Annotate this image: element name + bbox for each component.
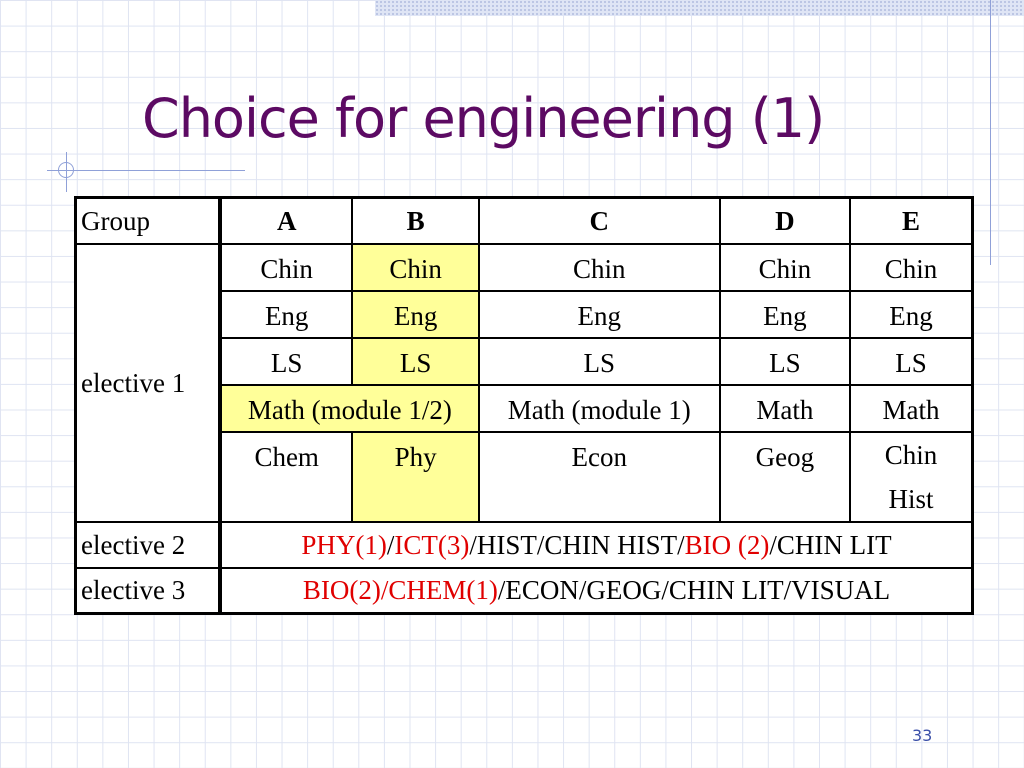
table-row [76,522,973,568]
chin-text: Chin [884,439,938,470]
title-underline-rule [47,170,245,171]
ict-option: ICT(3) [394,529,470,560]
slide-title: Choice for engineering (1) [142,87,825,150]
table-cell: LS [850,338,972,385]
subject-choice-table [74,196,974,615]
top-dotted-band [375,0,1024,16]
bio-chem-options: BIO(2)/CHEM(1) [302,575,498,606]
elective-2-options [220,522,973,568]
group-header-cell: Group [76,198,220,244]
phy-option: PHY(1) [301,529,387,560]
table-row [76,568,973,614]
table-cell-highlighted: Eng [352,291,478,338]
bio-option: BIO (2) [684,529,770,560]
table-cell-highlighted: Chin [352,244,478,291]
elective-1-label: elective 1 [76,244,220,522]
table-cell: LS [720,338,850,385]
other-options: /HIST/CHIN HIST/ [469,529,685,560]
table-cell: LS [220,338,352,385]
math-d-cell: Math [720,385,850,432]
math-module-c-cell: Math (module 1) [479,385,720,432]
table-cell: Eng [850,291,972,338]
elective-2-label: elective 2 [76,522,220,568]
elective-3-label: elective 3 [76,568,220,614]
table-cell: LS [479,338,720,385]
bullet-circle-icon [58,162,74,178]
hist-text: Hist [888,483,934,514]
table-cell: Geog [720,432,850,522]
right-accent-rule [990,0,991,265]
table-cell: Eng [479,291,720,338]
table-cell: Chin [479,244,720,291]
chin-hist-cell [850,432,972,522]
column-header-c: C [479,198,720,244]
math-e-cell: Math [850,385,972,432]
table-cell: Econ [479,432,720,522]
column-header-e: E [850,198,972,244]
column-header-d: D [720,198,850,244]
table-cell: Chin [720,244,850,291]
table-cell-highlighted: LS [352,338,478,385]
math-module-ab-cell: Math (module 1/2) [220,385,479,432]
table-cell-highlighted: Phy [352,432,478,522]
elective-3-options [220,568,973,614]
page-number: 33 [912,726,933,745]
other-options: /ECON/GEOG/CHIN LIT/VISUAL [497,575,891,606]
chin-lit-option: /CHIN LIT [769,529,892,560]
table-cell: Chem [220,432,352,522]
table-cell: Chin [850,244,972,291]
table-row [76,244,973,291]
separator: / [386,529,395,560]
table-cell: Chin [220,244,352,291]
column-header-a: A [220,198,352,244]
table-header-row [76,198,973,244]
table-cell: Eng [720,291,850,338]
column-header-b: B [352,198,478,244]
table-cell: Eng [220,291,352,338]
